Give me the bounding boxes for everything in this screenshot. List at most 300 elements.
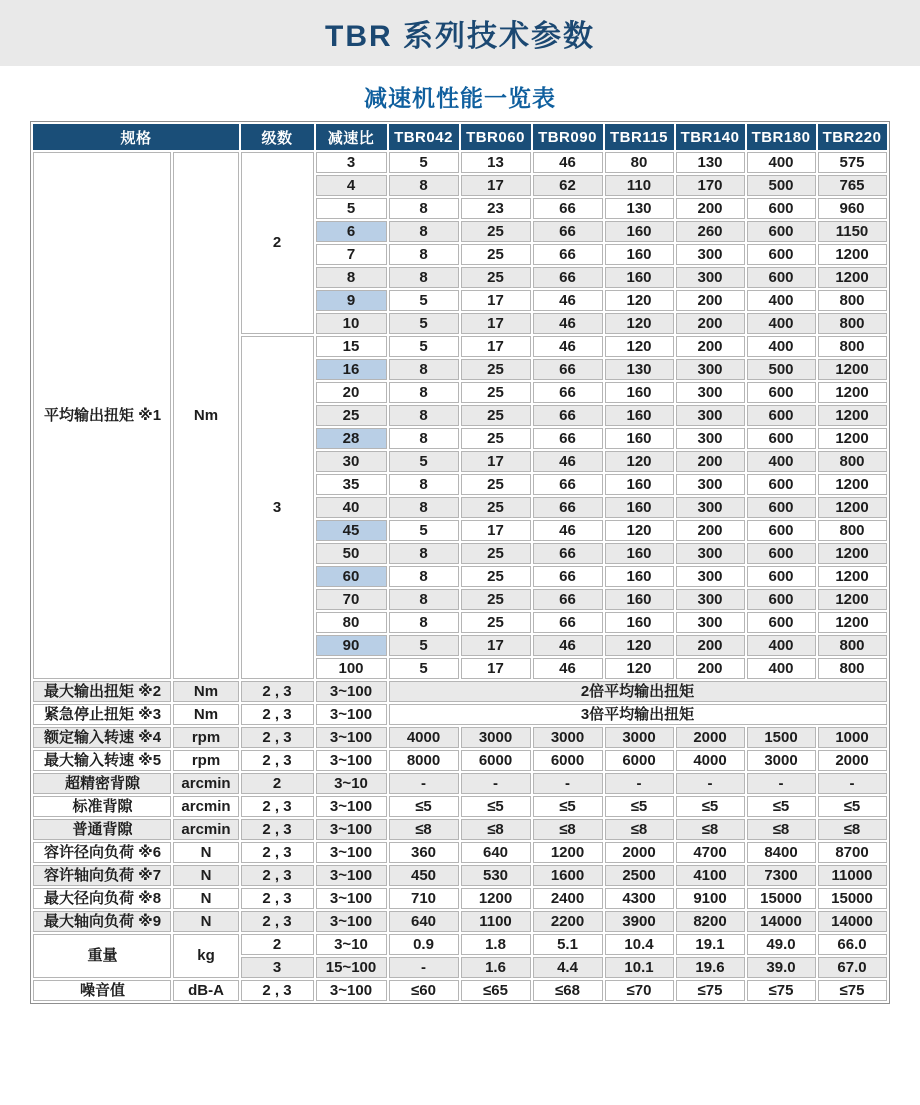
value-cell: 500 (747, 175, 816, 196)
value-cell: 800 (818, 290, 887, 311)
unit-cell: kg (173, 934, 238, 978)
value-cell: 4.4 (533, 957, 603, 978)
value-cell: 575 (818, 152, 887, 173)
value-cell: 8 (389, 221, 459, 242)
value-cell: ≤5 (818, 796, 887, 817)
unit-cell: rpm (173, 727, 238, 748)
value-cell: 600 (747, 244, 816, 265)
value-cell: 800 (818, 658, 887, 679)
value-cell: 1.6 (461, 957, 531, 978)
value-cell: 600 (747, 566, 816, 587)
value-cell: ≤68 (533, 980, 603, 1001)
value-cell: 7300 (747, 865, 816, 886)
value-cell: 120 (605, 336, 674, 357)
value-cell: ≤8 (389, 819, 459, 840)
table-row (33, 842, 886, 863)
value-cell: 300 (676, 497, 745, 518)
value-cell: 8 (389, 175, 459, 196)
ratio-cell: 6 (316, 221, 387, 242)
ratio-cell: 90 (316, 635, 387, 656)
value-cell: 120 (605, 290, 674, 311)
header-cell: TBR220 (818, 124, 887, 150)
value-cell: 3000 (605, 727, 674, 748)
value-cell: 1200 (818, 244, 887, 265)
value-cell: 25 (461, 382, 531, 403)
value-cell: 8 (389, 267, 459, 288)
value-cell: 25 (461, 543, 531, 564)
value-cell: - (389, 773, 459, 794)
header-row (33, 124, 886, 150)
value-cell: ≤5 (605, 796, 674, 817)
ratio-cell: 3 (316, 152, 387, 173)
value-cell: ≤8 (605, 819, 674, 840)
ratio-cell: 25 (316, 405, 387, 426)
value-cell: 66 (533, 198, 603, 219)
value-cell: 15000 (818, 888, 887, 909)
value-cell: 66 (533, 589, 603, 610)
value-cell: 4700 (676, 842, 745, 863)
value-cell: 10.4 (605, 934, 674, 955)
unit-cell: N (173, 888, 238, 909)
value-cell: 160 (605, 405, 674, 426)
value-cell: 66 (533, 382, 603, 403)
unit-cell: Nm (173, 681, 238, 702)
value-cell: 3900 (605, 911, 674, 932)
header-cell: 规格 (33, 124, 238, 150)
value-cell: 800 (818, 451, 887, 472)
value-cell: 8 (389, 428, 459, 449)
value-cell: 200 (676, 451, 745, 472)
value-cell: 67.0 (818, 957, 887, 978)
unit-cell: Nm (173, 152, 238, 679)
value-cell: 5 (389, 336, 459, 357)
value-cell: 800 (818, 313, 887, 334)
value-cell: 710 (389, 888, 459, 909)
value-cell: 4100 (676, 865, 745, 886)
ratio-cell: 3~100 (316, 888, 387, 909)
value-cell: 9100 (676, 888, 745, 909)
span-value-cell: 2倍平均输出扭矩 (389, 681, 887, 702)
value-cell: 200 (676, 313, 745, 334)
header-cell: TBR180 (747, 124, 816, 150)
value-cell: 300 (676, 428, 745, 449)
value-cell: 600 (747, 612, 816, 633)
value-cell: 25 (461, 244, 531, 265)
value-cell: 66 (533, 405, 603, 426)
value-cell: 2200 (533, 911, 603, 932)
ratio-cell: 3~100 (316, 796, 387, 817)
value-cell: 600 (747, 520, 816, 541)
ratio-cell: 70 (316, 589, 387, 610)
value-cell: 200 (676, 290, 745, 311)
unit-cell: arcmin (173, 796, 238, 817)
value-cell: 110 (605, 175, 674, 196)
unit-cell: arcmin (173, 819, 238, 840)
value-cell: 1200 (461, 888, 531, 909)
ratio-cell: 35 (316, 474, 387, 495)
value-cell: 1500 (747, 727, 816, 748)
value-cell: 5 (389, 520, 459, 541)
value-cell: 130 (605, 359, 674, 380)
value-cell: 2000 (676, 727, 745, 748)
value-cell: 400 (747, 152, 816, 173)
value-cell: 25 (461, 267, 531, 288)
value-cell: 46 (533, 520, 603, 541)
value-cell: 160 (605, 428, 674, 449)
value-cell: 4300 (605, 888, 674, 909)
value-cell: 8 (389, 244, 459, 265)
header-cell: TBR090 (533, 124, 603, 150)
value-cell: 5 (389, 152, 459, 173)
stage-cell: 3 (241, 957, 314, 978)
value-cell: 19.6 (676, 957, 745, 978)
value-cell: 8 (389, 359, 459, 380)
stage-cell: 3 (241, 336, 314, 679)
page-title: TBR 系列技术参数 (325, 20, 595, 53)
ratio-cell: 3~10 (316, 934, 387, 955)
value-cell: 17 (461, 336, 531, 357)
table-row (33, 796, 886, 817)
unit-cell: rpm (173, 750, 238, 771)
value-cell: 600 (747, 198, 816, 219)
spec-label-cell: 紧急停止扭矩 ※3 (33, 704, 171, 725)
stage-cell: 2 , 3 (241, 681, 314, 702)
value-cell: 25 (461, 405, 531, 426)
value-cell: 600 (747, 405, 816, 426)
value-cell: 400 (747, 658, 816, 679)
value-cell: 46 (533, 313, 603, 334)
table-row (33, 704, 886, 725)
value-cell: 4000 (389, 727, 459, 748)
value-cell: 1150 (818, 221, 887, 242)
ratio-cell: 40 (316, 497, 387, 518)
stage-cell: 2 , 3 (241, 980, 314, 1001)
value-cell: ≤8 (747, 819, 816, 840)
value-cell: 8400 (747, 842, 816, 863)
value-cell: - (389, 957, 459, 978)
value-cell: 120 (605, 520, 674, 541)
value-cell: ≤5 (389, 796, 459, 817)
value-cell: 800 (818, 336, 887, 357)
table-row (33, 152, 886, 173)
value-cell: 960 (818, 198, 887, 219)
value-cell: 120 (605, 635, 674, 656)
header-cell: TBR060 (461, 124, 531, 150)
value-cell: ≤75 (818, 980, 887, 1001)
unit-cell: N (173, 911, 238, 932)
table-row (33, 750, 886, 771)
value-cell: 17 (461, 290, 531, 311)
header-cell: TBR115 (605, 124, 674, 150)
value-cell: - (605, 773, 674, 794)
ratio-cell: 30 (316, 451, 387, 472)
value-cell: ≤8 (461, 819, 531, 840)
ratio-cell: 3~100 (316, 704, 387, 725)
spec-table (30, 121, 889, 1004)
header-cell: 级数 (241, 124, 314, 150)
value-cell: 300 (676, 589, 745, 610)
value-cell: 200 (676, 336, 745, 357)
value-cell: - (676, 773, 745, 794)
table-row (33, 681, 886, 702)
value-cell: 1100 (461, 911, 531, 932)
value-cell: 400 (747, 290, 816, 311)
stage-cell: 2 , 3 (241, 888, 314, 909)
ratio-cell: 15~100 (316, 957, 387, 978)
value-cell: 500 (747, 359, 816, 380)
value-cell: 8000 (389, 750, 459, 771)
value-cell: 200 (676, 658, 745, 679)
spec-label-cell: 噪音值 (33, 980, 171, 1001)
value-cell: 8 (389, 589, 459, 610)
value-cell: 5 (389, 290, 459, 311)
value-cell: 6000 (461, 750, 531, 771)
value-cell: 8200 (676, 911, 745, 932)
ratio-cell: 5 (316, 198, 387, 219)
value-cell: 640 (389, 911, 459, 932)
value-cell: 17 (461, 658, 531, 679)
value-cell: 160 (605, 382, 674, 403)
value-cell: 8 (389, 474, 459, 495)
value-cell: 8 (389, 612, 459, 633)
value-cell: 400 (747, 451, 816, 472)
value-cell: 1000 (818, 727, 887, 748)
value-cell: 62 (533, 175, 603, 196)
value-cell: 600 (747, 428, 816, 449)
ratio-cell: 3~100 (316, 750, 387, 771)
stage-cell: 2 , 3 (241, 796, 314, 817)
value-cell: 1200 (818, 543, 887, 564)
value-cell: 4000 (676, 750, 745, 771)
value-cell: 14000 (747, 911, 816, 932)
unit-cell: dB-A (173, 980, 238, 1001)
value-cell: 600 (747, 382, 816, 403)
value-cell: 600 (747, 474, 816, 495)
spec-label-cell: 标准背隙 (33, 796, 171, 817)
value-cell: 160 (605, 497, 674, 518)
stage-cell: 2 , 3 (241, 865, 314, 886)
value-cell: 25 (461, 221, 531, 242)
ratio-cell: 3~10 (316, 773, 387, 794)
value-cell: ≤5 (461, 796, 531, 817)
stage-cell: 2 (241, 934, 314, 955)
value-cell: 25 (461, 428, 531, 449)
value-cell: 1.8 (461, 934, 531, 955)
ratio-cell: 80 (316, 612, 387, 633)
value-cell: 160 (605, 566, 674, 587)
spec-label-cell: 超精密背隙 (33, 773, 171, 794)
value-cell: 640 (461, 842, 531, 863)
ratio-cell: 10 (316, 313, 387, 334)
value-cell: 66 (533, 474, 603, 495)
value-cell: 5 (389, 451, 459, 472)
header-cell: TBR140 (676, 124, 745, 150)
value-cell: 1200 (818, 382, 887, 403)
ratio-cell: 28 (316, 428, 387, 449)
stage-cell: 2 (241, 773, 314, 794)
value-cell: 160 (605, 474, 674, 495)
value-cell: 11000 (818, 865, 887, 886)
value-cell: 5.1 (533, 934, 603, 955)
value-cell: - (747, 773, 816, 794)
spec-label-cell: 容许径向负荷 ※6 (33, 842, 171, 863)
value-cell: 450 (389, 865, 459, 886)
table-subtitle: 减速机性能一览表 (364, 85, 556, 111)
spec-label-cell: 额定输入转速 ※4 (33, 727, 171, 748)
value-cell: 25 (461, 566, 531, 587)
value-cell: 80 (605, 152, 674, 173)
value-cell: 800 (818, 635, 887, 656)
value-cell: 46 (533, 290, 603, 311)
span-value-cell: 3倍平均输出扭矩 (389, 704, 887, 725)
stage-cell: 2 (241, 152, 314, 334)
ratio-cell: 7 (316, 244, 387, 265)
value-cell: ≤5 (747, 796, 816, 817)
value-cell: 200 (676, 635, 745, 656)
value-cell: 600 (747, 589, 816, 610)
value-cell: 8 (389, 382, 459, 403)
value-cell: 8 (389, 198, 459, 219)
value-cell: 0.9 (389, 934, 459, 955)
ratio-cell: 50 (316, 543, 387, 564)
value-cell: 1200 (818, 497, 887, 518)
value-cell: ≤8 (818, 819, 887, 840)
ratio-cell: 60 (316, 566, 387, 587)
table-row (33, 980, 886, 1001)
ratio-cell: 3~100 (316, 865, 387, 886)
value-cell: 5 (389, 635, 459, 656)
value-cell: 6000 (533, 750, 603, 771)
value-cell: 300 (676, 244, 745, 265)
value-cell: 1200 (818, 405, 887, 426)
value-cell: ≤75 (676, 980, 745, 1001)
ratio-cell: 20 (316, 382, 387, 403)
value-cell: 160 (605, 221, 674, 242)
value-cell: 600 (747, 543, 816, 564)
stage-cell: 2 , 3 (241, 750, 314, 771)
value-cell: 39.0 (747, 957, 816, 978)
unit-cell: arcmin (173, 773, 238, 794)
value-cell: 1200 (818, 474, 887, 495)
value-cell: 13 (461, 152, 531, 173)
table-row (33, 773, 886, 794)
stage-cell: 2 , 3 (241, 819, 314, 840)
value-cell: 46 (533, 152, 603, 173)
value-cell: 2500 (605, 865, 674, 886)
value-cell: 25 (461, 497, 531, 518)
value-cell: ≤60 (389, 980, 459, 1001)
value-cell: 300 (676, 612, 745, 633)
ratio-cell: 3~100 (316, 819, 387, 840)
value-cell: 2000 (818, 750, 887, 771)
value-cell: 1200 (818, 566, 887, 587)
value-cell: 66 (533, 566, 603, 587)
value-cell: 160 (605, 589, 674, 610)
value-cell: ≤8 (533, 819, 603, 840)
value-cell: 120 (605, 451, 674, 472)
value-cell: 120 (605, 658, 674, 679)
value-cell: - (533, 773, 603, 794)
value-cell: 160 (605, 267, 674, 288)
value-cell: 66 (533, 543, 603, 564)
value-cell: 130 (676, 152, 745, 173)
value-cell: ≤8 (676, 819, 745, 840)
value-cell: 3000 (461, 727, 531, 748)
ratio-cell: 3~100 (316, 980, 387, 1001)
ratio-cell: 16 (316, 359, 387, 380)
value-cell: 1200 (818, 589, 887, 610)
ratio-cell: 45 (316, 520, 387, 541)
value-cell: 8 (389, 405, 459, 426)
value-cell: 400 (747, 313, 816, 334)
value-cell: 66 (533, 221, 603, 242)
value-cell: 160 (605, 244, 674, 265)
header-cell: TBR042 (389, 124, 459, 150)
value-cell: 17 (461, 175, 531, 196)
value-cell: 46 (533, 336, 603, 357)
stage-cell: 2 , 3 (241, 911, 314, 932)
value-cell: 1200 (818, 359, 887, 380)
ratio-cell: 8 (316, 267, 387, 288)
ratio-cell: 3~100 (316, 842, 387, 863)
value-cell: 800 (818, 520, 887, 541)
value-cell: 600 (747, 221, 816, 242)
value-cell: 8 (389, 566, 459, 587)
value-cell: 300 (676, 543, 745, 564)
value-cell: 360 (389, 842, 459, 863)
ratio-cell: 3~100 (316, 911, 387, 932)
value-cell: 3000 (747, 750, 816, 771)
value-cell: 1200 (818, 612, 887, 633)
value-cell: 400 (747, 336, 816, 357)
spec-label-cell: 最大轴向负荷 ※9 (33, 911, 171, 932)
value-cell: 600 (747, 497, 816, 518)
value-cell: 25 (461, 589, 531, 610)
ratio-cell: 3~100 (316, 727, 387, 748)
table-row (33, 727, 886, 748)
value-cell: 120 (605, 313, 674, 334)
value-cell: 25 (461, 474, 531, 495)
value-cell: ≤75 (747, 980, 816, 1001)
table-header (33, 124, 886, 150)
table-row (33, 888, 886, 909)
value-cell: 25 (461, 612, 531, 633)
value-cell: 300 (676, 405, 745, 426)
value-cell: 17 (461, 520, 531, 541)
value-cell: ≤5 (676, 796, 745, 817)
value-cell: 5 (389, 658, 459, 679)
value-cell: 25 (461, 359, 531, 380)
spec-label-cell: 容许轴向负荷 ※7 (33, 865, 171, 886)
value-cell: 17 (461, 451, 531, 472)
value-cell: 8700 (818, 842, 887, 863)
value-cell: 300 (676, 566, 745, 587)
value-cell: 160 (605, 612, 674, 633)
value-cell: 8 (389, 497, 459, 518)
value-cell: 66 (533, 244, 603, 265)
ratio-cell: 3~100 (316, 681, 387, 702)
value-cell: 8 (389, 543, 459, 564)
ratio-cell: 4 (316, 175, 387, 196)
header-cell: 减速比 (316, 124, 387, 150)
value-cell: - (818, 773, 887, 794)
value-cell: 160 (605, 543, 674, 564)
value-cell: 2400 (533, 888, 603, 909)
value-cell: 200 (676, 198, 745, 219)
unit-cell: N (173, 865, 238, 886)
value-cell: 765 (818, 175, 887, 196)
stage-cell: 2 , 3 (241, 727, 314, 748)
